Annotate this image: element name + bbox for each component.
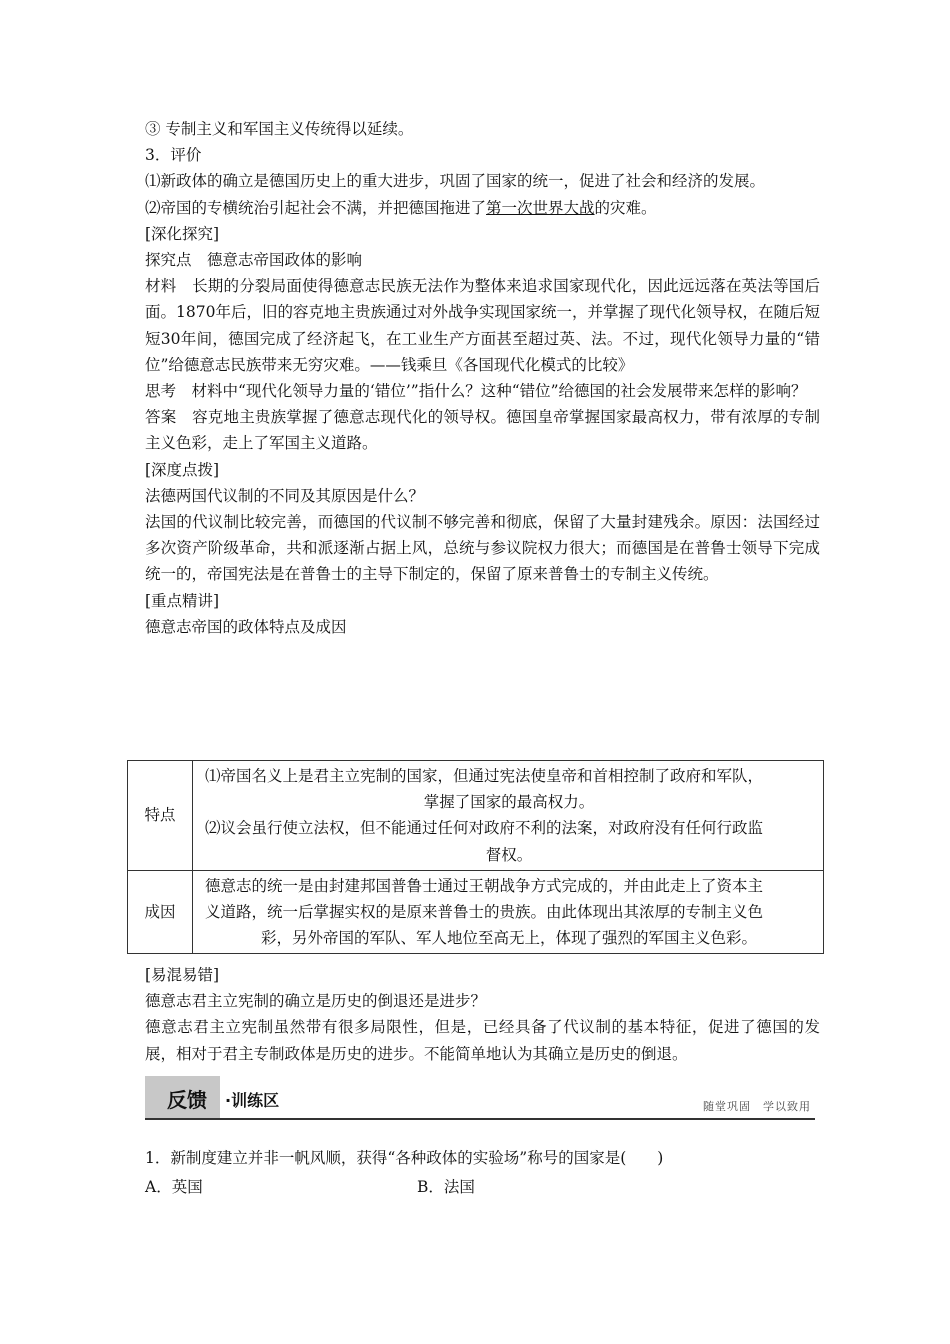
table-row xyxy=(128,870,824,954)
cell-line: 掌握了国家的最高权力。 xyxy=(423,793,595,812)
text-line: ⑴新政体的确立是德国历史上的重大进步，巩固了国家的统一，促进了社会和经济的发展。 xyxy=(145,172,766,191)
section-tag: [易混易错] xyxy=(145,966,220,984)
text-segment: ⑵帝国的专横统治引起社会不满，并把德国拖进了 xyxy=(145,198,487,217)
confuse-question: 德意志君主立宪制的确立是历史的倒退还是进步？ xyxy=(145,992,487,1011)
section-tag: [重点精讲] xyxy=(145,591,220,610)
think-paragraph: 思考 材料中“现代化领导力量的‘错位’”指什么？这种“错位”给德国的社会发展带来怎样的影响？ xyxy=(145,381,807,400)
text-line: ③ 专制主义和军国主义传统得以延续。 xyxy=(145,120,414,138)
answer-paragraph: 答案 容克地主贵族掌握了德意志现代化的领导权。德国皇帝掌握国家最高权力，带有浓厚的专制主义色彩，走上了军国主义道路。 xyxy=(145,408,820,453)
confuse-paragraph: 德意志君主立宪制虽然带有很多局限性，但是，已经具备了代议制的基本特征，促进了德国的发展，相对于君主专制政体是历史的进步。不能简单地认为其确立是历史的倒退。 xyxy=(145,1018,820,1063)
banner-slogan: 随堂巩固 学以致用 xyxy=(703,1100,811,1113)
underlined-term: 第一次世界大战 xyxy=(486,198,595,217)
confuse-section xyxy=(145,962,820,1067)
cell-line: 督权。 xyxy=(485,845,533,864)
material-paragraph: 材料 长期的分裂局面使得德意志民族无法作为整体来追求国家现代化，因此远远落在英法等国后面。1870年后，旧的容克地主贵族通过对外战争实现国家统一，并掌握了现代化领导权，在随后短短30年间，德国完成了经济起飞，在工业生产方面甚至超过英、法。不过，现代化领导力量的“错位”给德意志民族带来无穷灾难。——钱乘旦《各国现代化模式的比较》 xyxy=(145,277,820,374)
banner-title: 反馈 xyxy=(167,1088,207,1112)
main-content xyxy=(145,116,820,640)
depth-question: 法德两国代议制的不同及其原因是什么？ xyxy=(145,486,425,505)
question-1-options xyxy=(145,1174,745,1200)
cell-line: 彩，另外帝国的军队、军人地位至高无上，体现了强烈的军国主义色彩。 xyxy=(260,929,757,948)
table-row xyxy=(128,761,824,871)
explore-point: 探究点 德意志帝国政体的影响 xyxy=(145,250,363,269)
banner-rule xyxy=(145,1118,815,1120)
text-segment: 的灾难。 xyxy=(594,198,657,217)
depth-paragraph: 法国的代议制比较完善，而德国的代议制不够完善和彻底，保留了大量封建残余。原因：法国经过多次资产阶级革命，共和派逐渐占据上风，总统与参议院权力很大；而德国是在普鲁士领导下完成统一的，帝国宪法是在普鲁士的主导下制定的，保留了原来普鲁士的专制主义传统。 xyxy=(145,512,820,584)
option-a[interactable]: A．英国 xyxy=(145,1178,203,1196)
text-line xyxy=(145,195,820,221)
table-row-head: 成因 xyxy=(128,870,193,954)
cell-line: ⑵议会虽行使立法权，但不能通过任何对政府不利的法案，对政府没有任何行政监 xyxy=(205,819,764,838)
cell-line: 义道路，统一后掌握实权的是原来普鲁士的贵族。由此体现出其浓厚的专制主义色 xyxy=(205,903,764,922)
section-heading: 3．评价 xyxy=(145,146,202,165)
question-1: 1．新制度建立并非一帆风顺，获得“各种政体的实验场”称号的国家是( ) xyxy=(145,1149,664,1167)
section-tag: [深度点拨] xyxy=(145,460,220,479)
table-cell xyxy=(193,870,824,954)
cell-line: ⑴帝国名义上是君主立宪制的国家，但通过宪法使皇帝和首相控制了政府和军队， xyxy=(205,767,764,785)
section-tag: [深化探究] xyxy=(145,224,220,243)
option-b[interactable]: B．法国 xyxy=(417,1178,475,1196)
cell-line: 德意志的统一是由封建邦国普鲁士通过王朝战争方式完成的，并由此走上了资本主 xyxy=(205,876,764,895)
banner-subtitle: ·训练区 xyxy=(225,1091,280,1110)
table-row-head: 特点 xyxy=(128,761,193,871)
feedback-banner xyxy=(145,1076,815,1120)
features-table xyxy=(127,760,824,954)
key-title: 德意志帝国的政体特点及成因 xyxy=(145,617,347,636)
table-cell xyxy=(193,761,824,871)
